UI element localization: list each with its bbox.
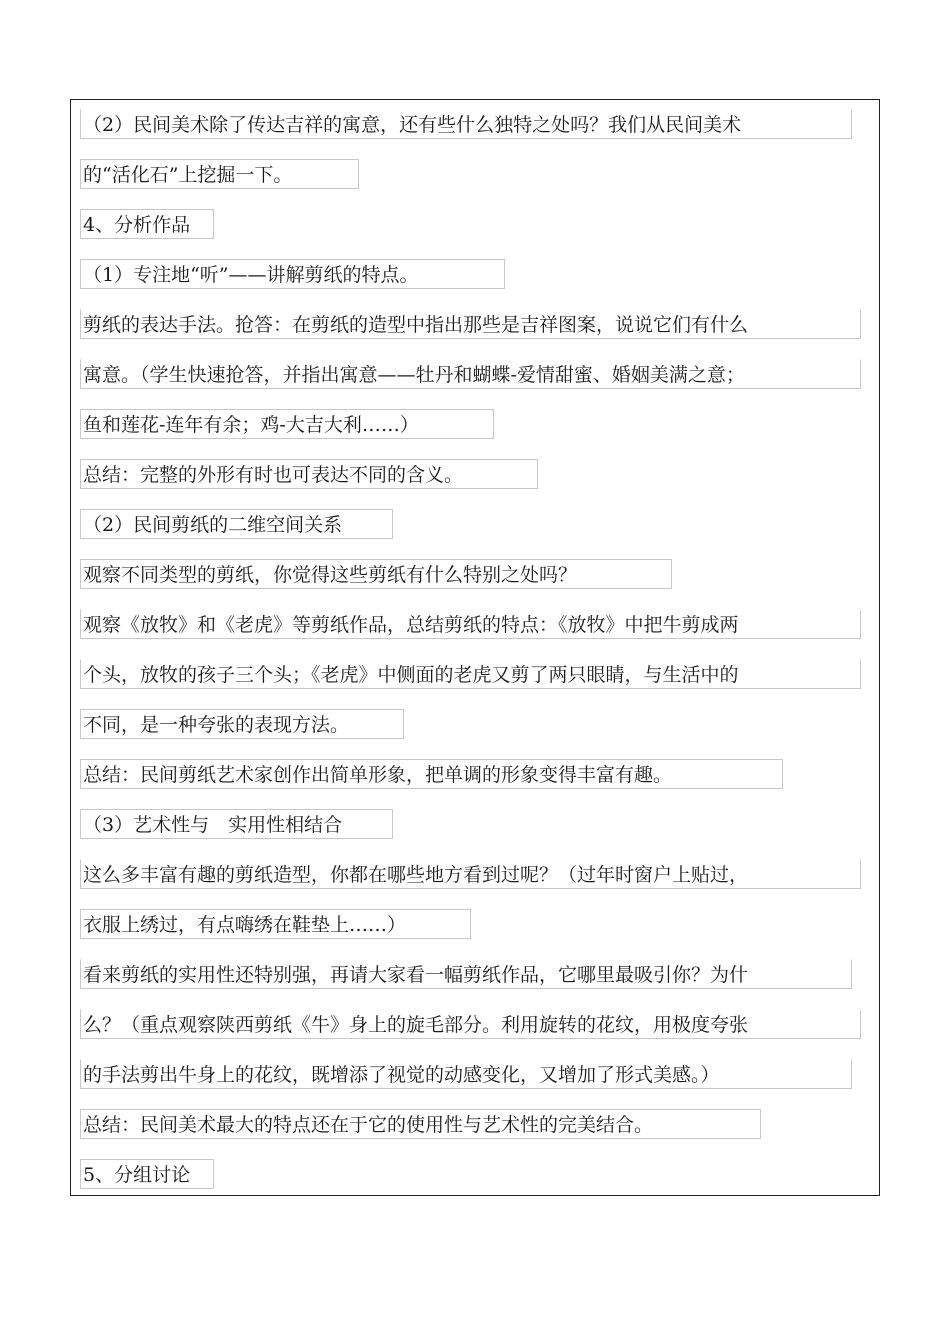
text-line: 剪纸的表达手法。抢答：在剪纸的造型中指出那些是吉祥图案，说说它们有什么 <box>80 309 861 339</box>
text-line: 这么多丰富有趣的剪纸造型，你都在哪些地方看到过呢？（过年时窗户上贴过， <box>80 859 861 889</box>
text-line: 寓意。（学生快速抢答，并指出寓意——牡丹和蝴蝶-爱情甜蜜、婚姻美满之意； <box>80 359 861 389</box>
text-line: 不同，是一种夸张的表现方法。 <box>80 709 404 739</box>
subheading-2: （2）民间剪纸的二维空间关系 <box>80 509 393 539</box>
text-line: 看来剪纸的实用性还特别强，再请大家看一幅剪纸作品，它哪里最吸引你？为什 <box>80 959 852 989</box>
text-line: 的手法剪出牛身上的花纹，既增添了视觉的动感变化，又增加了形式美感。） <box>80 1059 852 1089</box>
text-line: 观察《放牧》和《老虎》等剪纸作品，总结剪纸的特点：《放牧》中把牛剪成两 <box>80 609 861 639</box>
content-frame <box>70 99 880 1196</box>
subheading-1: （1）专注地“听”——讲解剪纸的特点。 <box>80 259 505 289</box>
section-heading-4: 4、分析作品 <box>80 209 214 239</box>
summary-line: 总结：完整的外形有时也可表达不同的含义。 <box>80 459 538 489</box>
text-line: 鱼和莲花-连年有余；鸡-大吉大利……） <box>80 409 494 439</box>
subheading-3: （3）艺术性与 实用性相结合 <box>80 809 393 839</box>
summary-line: 总结：民间剪纸艺术家创作出简单形象，把单调的形象变得丰富有趣。 <box>80 759 783 789</box>
summary-line: 总结：民间美术最大的特点还在于它的使用性与艺术性的完美结合。 <box>80 1109 761 1139</box>
text-line: 么？（重点观察陕西剪纸《牛》身上的旋毛部分。利用旋转的花纹，用极度夸张 <box>80 1009 861 1039</box>
text-line: 衣服上绣过，有点嗨绣在鞋垫上……） <box>80 909 471 939</box>
text-line: （2）民间美术除了传达吉祥的寓意，还有些什么独特之处吗？我们从民间美术 <box>80 109 852 139</box>
text-line: 的“活化石”上挖掘一下。 <box>80 159 359 189</box>
text-line: 观察不同类型的剪纸，你觉得这些剪纸有什么特别之处吗？ <box>80 559 672 589</box>
section-heading-5: 5、分组讨论 <box>80 1159 214 1189</box>
text-line: 个头，放牧的孩子三个头；《老虎》中侧面的老虎又剪了两只眼睛，与生活中的 <box>80 659 861 689</box>
